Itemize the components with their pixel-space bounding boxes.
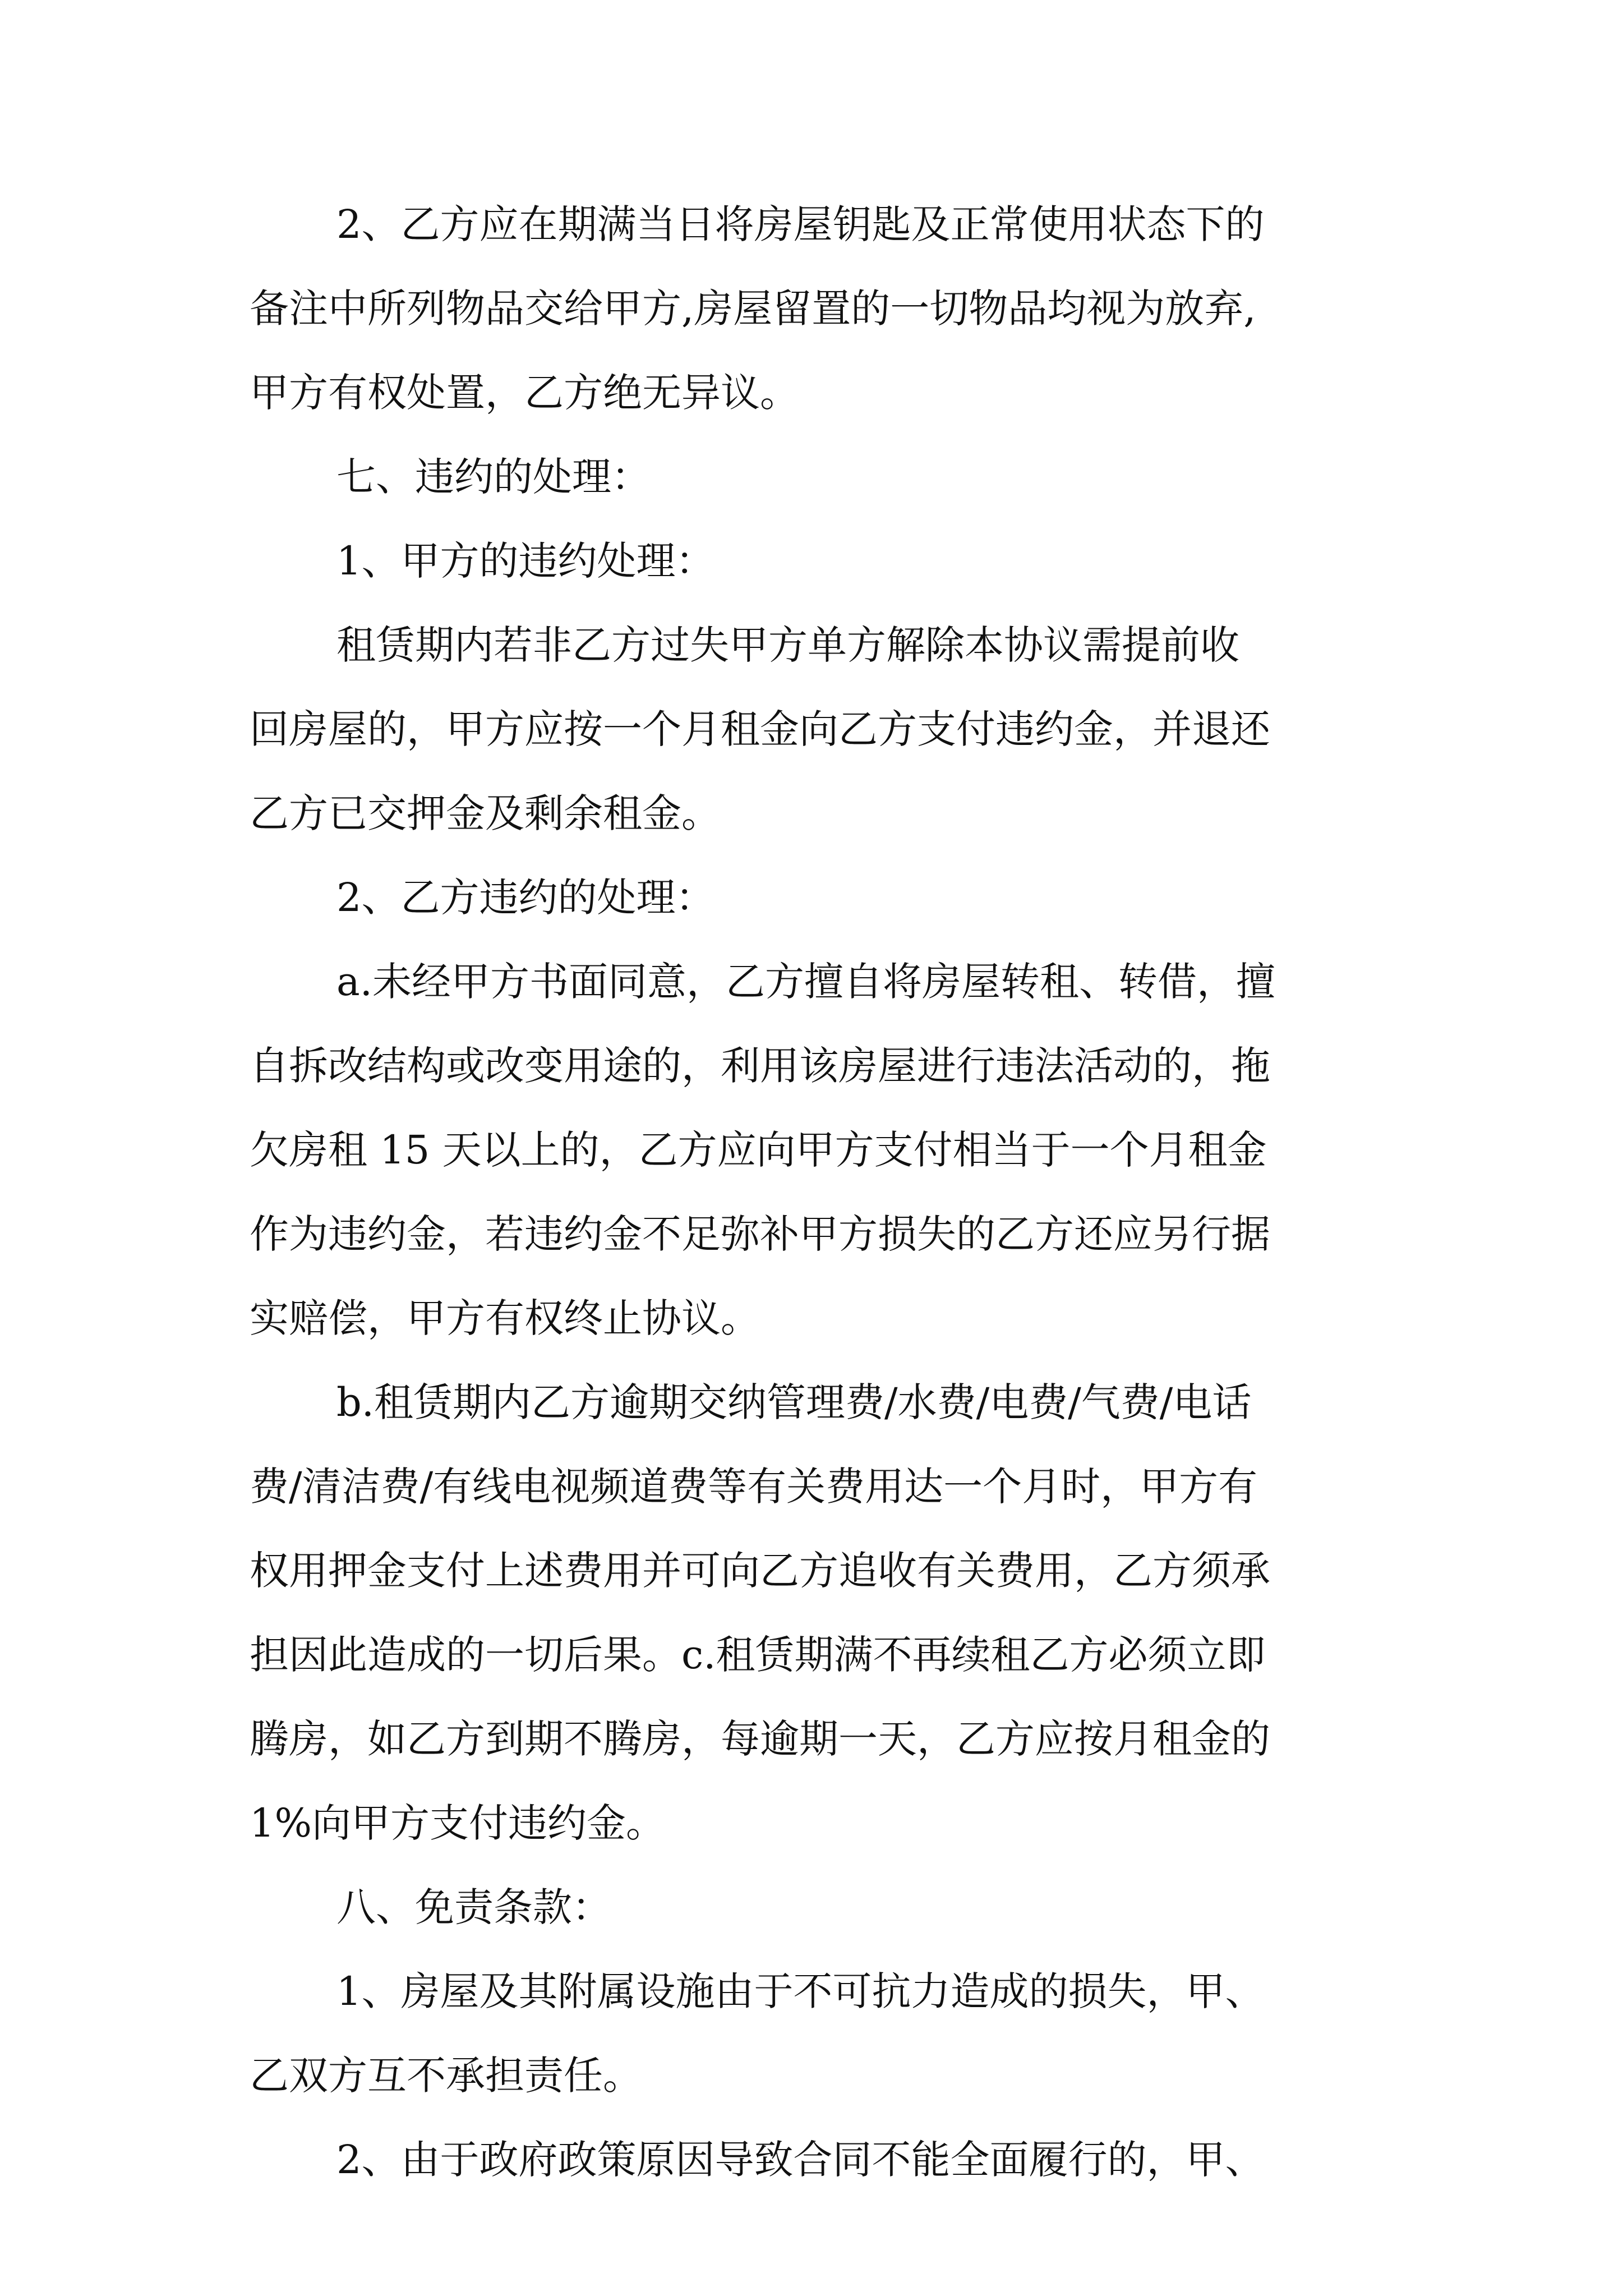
text-line-12: 欠房租 15 天以上的，乙方应向甲方支付相当于一个月租金 bbox=[250, 1127, 1267, 1173]
text-line-18: 担因此造成的一切后果。c.租赁期满不再续租乙方必须立即 bbox=[250, 1632, 1266, 1678]
text-line-17: 权用押金支付上述费用并可向乙方追收有关费用，乙方须承 bbox=[250, 1548, 1270, 1594]
text-line-3: 甲方有权处置，乙方绝无异议。 bbox=[250, 370, 799, 416]
text-line-2: 备注中所列物品交给甲方,房屋留置的一切物品均视为放弃, bbox=[250, 286, 1256, 332]
text-line-10: a.未经甲方书面同意，乙方擅自将房屋转租、转借，擅 bbox=[336, 959, 1275, 1005]
text-line-8: 乙方已交押金及剩余租金。 bbox=[250, 790, 721, 836]
text-line-24: 2、由于政府政策原因导致合同不能全面履行的，甲、 bbox=[336, 2137, 1265, 2183]
text-line-16: 费/清洁费/有线电视频道费等有关费用达一个月时，甲方有 bbox=[250, 1464, 1258, 1510]
text-line-9: 2、乙方违约的处理： bbox=[336, 875, 715, 921]
text-line-1: 2、乙方应在期满当日将房屋钥匙及正常使用状态下的 bbox=[336, 201, 1265, 247]
text-line-6: 租赁期内若非乙方过失甲方单方解除本协议需提前收 bbox=[336, 622, 1239, 668]
text-line-19: 腾房，如乙方到期不腾房，每逾期一天，乙方应按月租金的 bbox=[250, 1716, 1270, 1762]
text-line-11: 自拆改结构或改变用途的，利用该房屋进行违法活动的，拖 bbox=[250, 1043, 1270, 1089]
text-line-15: b.租赁期内乙方逾期交纳管理费/水费/电费/气费/电话 bbox=[336, 1379, 1252, 1425]
text-line-4: 七、违约的处理： bbox=[336, 454, 651, 500]
text-line-13: 作为违约金，若违约金不足弥补甲方损失的乙方还应另行据 bbox=[250, 1211, 1270, 1257]
text-line-23: 乙双方互不承担责任。 bbox=[250, 2053, 642, 2099]
text-line-5: 1、甲方的违约处理： bbox=[336, 538, 715, 584]
text-line-21: 八、免责条款： bbox=[336, 1884, 611, 1930]
text-line-22: 1、房屋及其附属设施由于不可抗力造成的损失，甲、 bbox=[336, 1968, 1265, 2014]
text-line-7: 回房屋的，甲方应按一个月租金向乙方支付违约金，并退还 bbox=[250, 706, 1270, 752]
text-line-20: 1%向甲方支付违约金。 bbox=[250, 1800, 666, 1846]
text-line-14: 实赔偿，甲方有权终止协议。 bbox=[250, 1295, 760, 1341]
